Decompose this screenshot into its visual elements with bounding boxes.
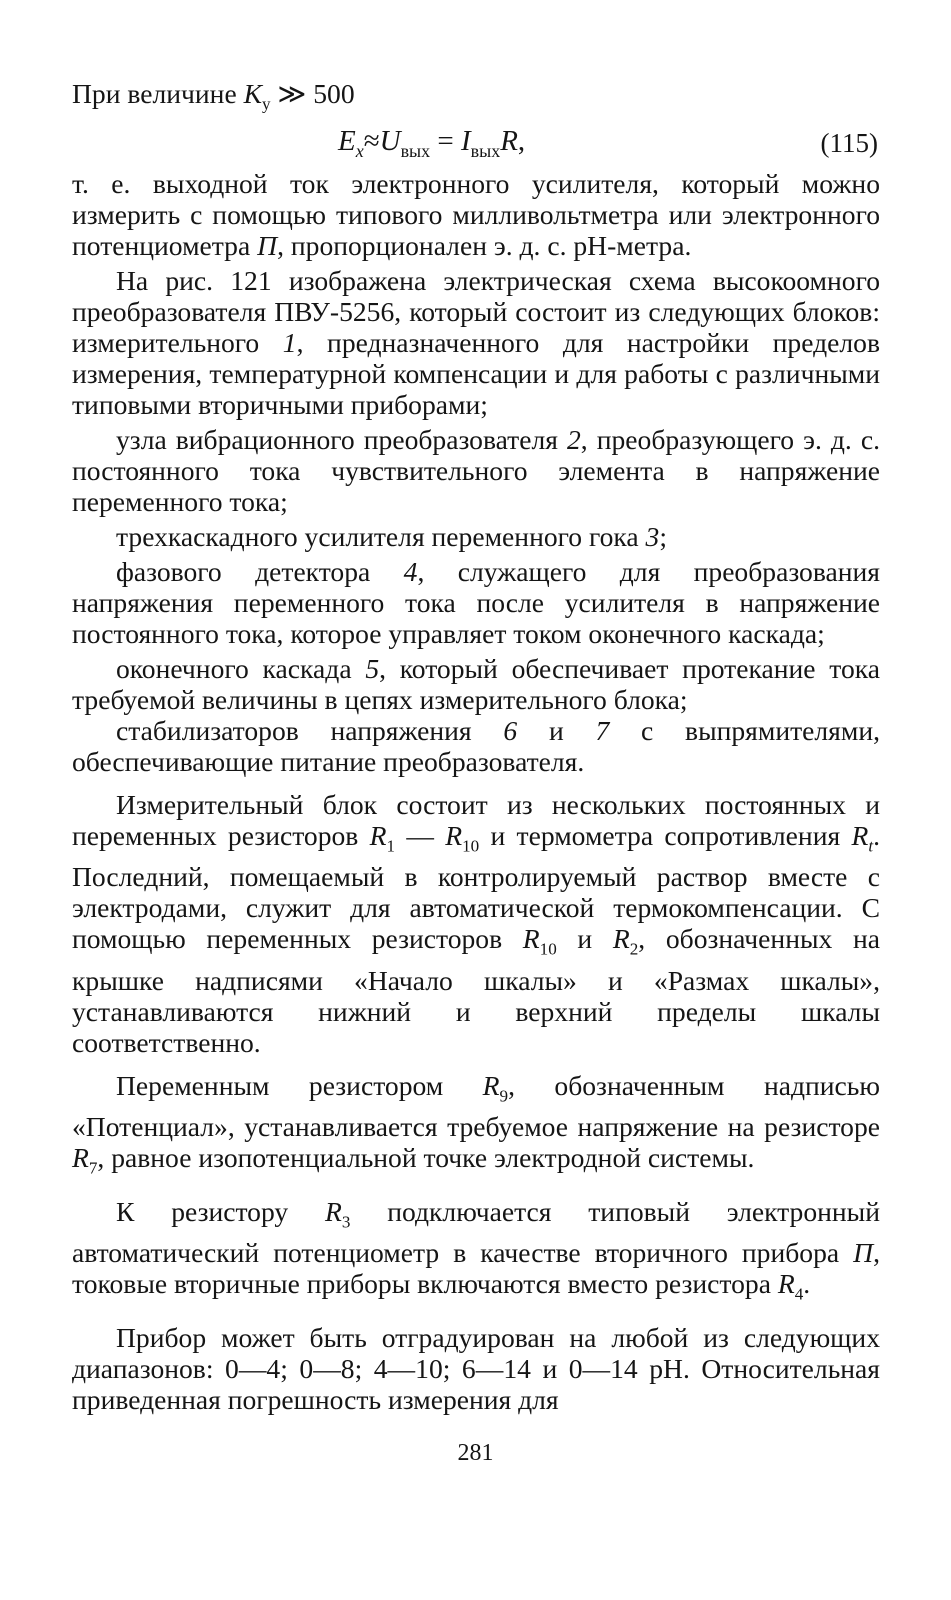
list-item-vibration-converter: узла вибрационного преобразователя 2, преобразующего э. д. с. постоянного тока чувствительного элемента в напряжение переменного тока; bbox=[72, 423, 880, 517]
paragraph-blocks-list: На рис. 121 изображена электрическая схема высокоомного преобразователя ПВУ-5256, который состоит из следующих блоков: измерительного 1, предназначенного для настройки пределов измерения, температурной компенсации и для работы с различными типовыми вторичными приборами; bbox=[72, 264, 880, 420]
paragraph-secondary-instrument: К резистору $R_3$ подключается типовый электронный автоматический потенциометр в качестве вторичного прибора П, токовые вторичные приборы включаются вместо резистора $R_4$. bbox=[72, 1195, 880, 1304]
page-number: 281 bbox=[457, 1440, 494, 1466]
body-text bbox=[72, 78, 880, 1415]
ku-condition: ≫ 500 bbox=[270, 78, 355, 109]
ku-symbol: K bbox=[243, 78, 263, 109]
formula-number: (115) bbox=[820, 127, 878, 158]
intro-line bbox=[72, 78, 880, 120]
list-item-amplifier: трехкаскадного усилителя переменного гока 3; bbox=[116, 520, 667, 552]
formula-115 bbox=[72, 120, 880, 164]
paragraph-output-current: т. е. выходной ток электронного усилителя, который можно измерить с помощью типового милливольтметра или электронного потенциометра П, пропорционален э. д. с. рН-метра. bbox=[72, 167, 880, 261]
ku-subscript: у bbox=[262, 94, 271, 114]
paragraph-potential-resistor: Переменным резистором $R_9$, обозначенным надписью «Потенциал», устанавливается требуемое напряжение на резисторе $R_7$, равное изопотенциальной точке электродной системы. bbox=[72, 1069, 880, 1178]
formula-expression: $E_x\approx U_{вых} = I_{вых}R$, bbox=[338, 124, 526, 161]
paragraph-measuring-block: Измерительный блок состоит из нескольких постоянных и переменных резисторов $R_1$ — $R_{10}$ и термометра сопротивления $R_t$. Последний, помещаемый в контролируемый раствор вместе с электродами, служит для автоматической термокомпенсации. С помощью переменных резисторов $R_{10}$ и $R_2$, обозначенных на крышке надписями «Начало шкалы» и «Размах шкалы», устанавливаются нижний и верхний пределы шкалы соответственно. bbox=[72, 788, 880, 1058]
list-item-phase-detector: фазового детектора 4, служащего для преобразования напряжения переменного тока после усилителя в напряжение постоянного тока, которое управляет током оконечного каскада; bbox=[72, 555, 880, 649]
intro-text: При величине bbox=[72, 78, 237, 109]
paragraph-ranges: Прибор может быть отградуирован на любой из следующих диапазонов: 0—4; 0—8; 4—10; 6—14 и 0—14 рН. Относительная приведенная погрешность измерения для bbox=[72, 1321, 880, 1415]
list-item-stabilizers: стабилизаторов напряжения 6 и 7 с выпрямителями, обеспечивающие питание преобразователя. bbox=[72, 714, 880, 777]
list-item-output-stage: оконечного каскада 5, который обеспечивает протекание тока требуемой величины в цепях измерительного блока; bbox=[72, 652, 880, 715]
